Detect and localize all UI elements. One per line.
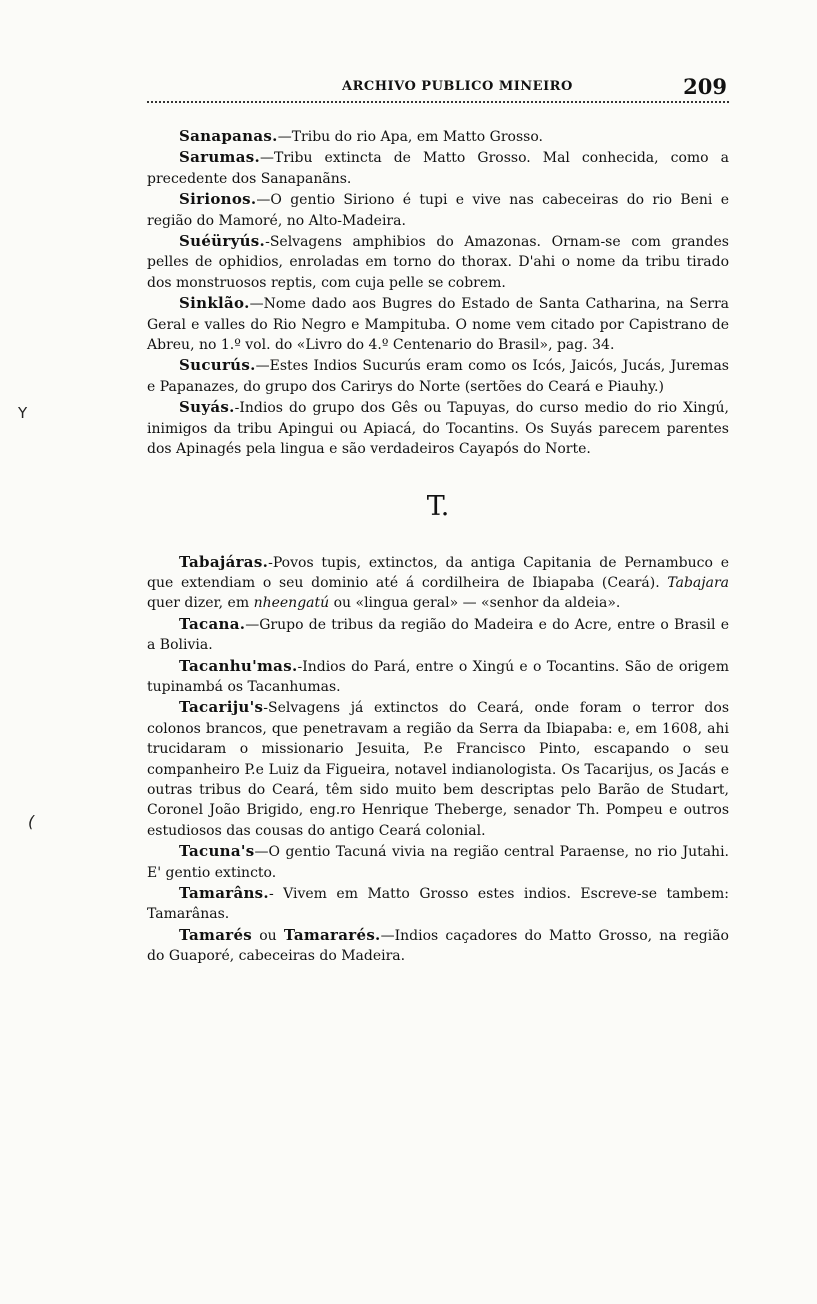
entry-sucurus (147, 355, 729, 397)
entry-tamarans (147, 883, 729, 925)
entry-sanapanas (147, 126, 729, 147)
entry-term: Tacariju's (179, 698, 264, 717)
page-number: 209 (683, 74, 727, 99)
entry-term: Sirionos. (179, 190, 257, 209)
entry-text: -Selvagens já extinctos do Ceará, onde foram o terror dos colonos brancos, que penetravam a região da Serra da Ibiapaba: e, em 1608, ahi trucidaram o missionario Jesuita, P.e Francisco Pinto, escapando o seu companheiro P.e Luiz da Figueira, notavel indianologista. Os Tacarijus, os Jacás e outras tribus do Ceará, têm sido muito bem descriptas pelo Barão de Studart, Coronel João Brigido, eng.ro Henrique Theberge, senador Th. Pompeu e outros estudiosos das cousas do antigo Ceará colonial. (147, 700, 729, 839)
section-letter: T. (426, 490, 450, 522)
entry-text: —Tribu do rio Apa, em Matto Grosso. (277, 129, 543, 145)
entry-text: quer dizer, em (147, 595, 254, 612)
entry-term: Suéüryús. (179, 232, 266, 251)
entry-term: Tacanhu'mas. (179, 656, 298, 675)
entry-text: ou «lingua geral» — «senhor da aldeia». (329, 595, 621, 612)
margin-mark: Y (18, 404, 28, 422)
entry-term: Tacuna's (179, 842, 255, 861)
entry-term: Sucurús. (179, 356, 256, 375)
entry-sinklao (147, 293, 729, 355)
entry-tacanhumas (147, 656, 729, 698)
entry-text: —O gentio Siriono é tupi e vive nas cabeceiras do rio Beni e região do Mamoré, no Alto-Madeira. (147, 192, 729, 229)
entry-term: Sanapanas. (179, 127, 278, 145)
body-text (147, 126, 729, 967)
entry-term: Tamarâns. (179, 884, 269, 902)
entry-text: -Indios do grupo dos Gês ou Tapuyas, do curso medio do rio Xingú, inimigos da tribu Apingui ou Apiacá, do Tocantins. Os Suyás parecem parentes dos Apinagés pela lingua e são verdadeiros Cayapós do Norte. (147, 400, 729, 458)
entry-sirionos (147, 189, 729, 231)
entry-text: —Estes Indios Sucurús eram como os Icós, Jaicós, Jucás, Juremas e Papanazes, do grupo dos Carirys do Norte (sertões do Ceará e Piauhy.) (147, 358, 729, 395)
entry-text: —Grupo de tribus da região do Madeira e do Acre, entre o Brasil e a Bolivia. (147, 616, 729, 654)
entry-tacana (147, 614, 729, 656)
entry-term: Sinklão. (179, 294, 250, 313)
entry-text: —Indios caçadores do Matto Grosso, na região do Guaporé, cabeceiras do Madeira. (147, 927, 729, 965)
entry-text: —Nome dado aos Bugres do Estado de Santa Catharina, na Serra Geral e valles do Rio Negro e Mampituba. O nome vem citado por Capistrano de Abreu, no 1.º vol. do «Livro do 4.º Centenario do Brasil», pag. 34. (147, 296, 729, 354)
entry-term: Suyás. (179, 398, 235, 417)
entry-tacunas (147, 841, 729, 883)
entry-term: Tacana. (179, 614, 246, 633)
entry-term: Tabajáras. (179, 552, 269, 571)
entry-term: Tamararés. (283, 925, 381, 944)
entry-term: Sarumas. (179, 148, 261, 167)
running-head: ARCHIVO PUBLICO MINEIRO (342, 79, 573, 94)
margin-mark: ( (28, 812, 35, 831)
entry-text: —O gentio Tacuná vivia na região central Paraense, no rio Jutahi. E' gentio extincto. (147, 844, 729, 881)
entry-italic: Tabajara (667, 574, 729, 591)
entry-text: - Vivem em Matto Grosso estes indios. Escreve-se tambem: Tamarânas. (147, 886, 729, 923)
entry-text: -Selvagens amphibios do Amazonas. Ornam-se com grandes pelles de ophidios, enroladas em torno do thorax. D'ahi o nome da tribu tirado dos monstruosos reptis, com cuja pelle se cobrem. (147, 234, 729, 291)
entry-term: Tamarés (179, 925, 253, 944)
entry-text: -Povos tupis, extinctos, da antiga Capitania de Pernambuco e que extendiam o seu dominio até á cordilheira de Ibiapaba (Ceará). (147, 554, 729, 591)
entry-text: -Indios do Pará, entre o Xingú e o Tocantins. São de origem tupinambá os Tacanhumas. (147, 658, 729, 695)
entry-italic: nheengatú (253, 595, 330, 612)
entry-tacarijus (147, 697, 729, 841)
entry-tamares (147, 925, 729, 967)
entry-text: —Tribu extincta de Matto Grosso. Mal conhecida, como a precedente dos Sanapanãns. (147, 150, 729, 187)
entry-text: ou (252, 927, 284, 944)
entry-suyas (147, 397, 729, 459)
entry-sueuryus (147, 231, 729, 293)
entry-sarumas (147, 147, 729, 189)
page-header (147, 74, 727, 100)
header-rule (147, 101, 729, 103)
entry-tabajaras (147, 552, 729, 614)
